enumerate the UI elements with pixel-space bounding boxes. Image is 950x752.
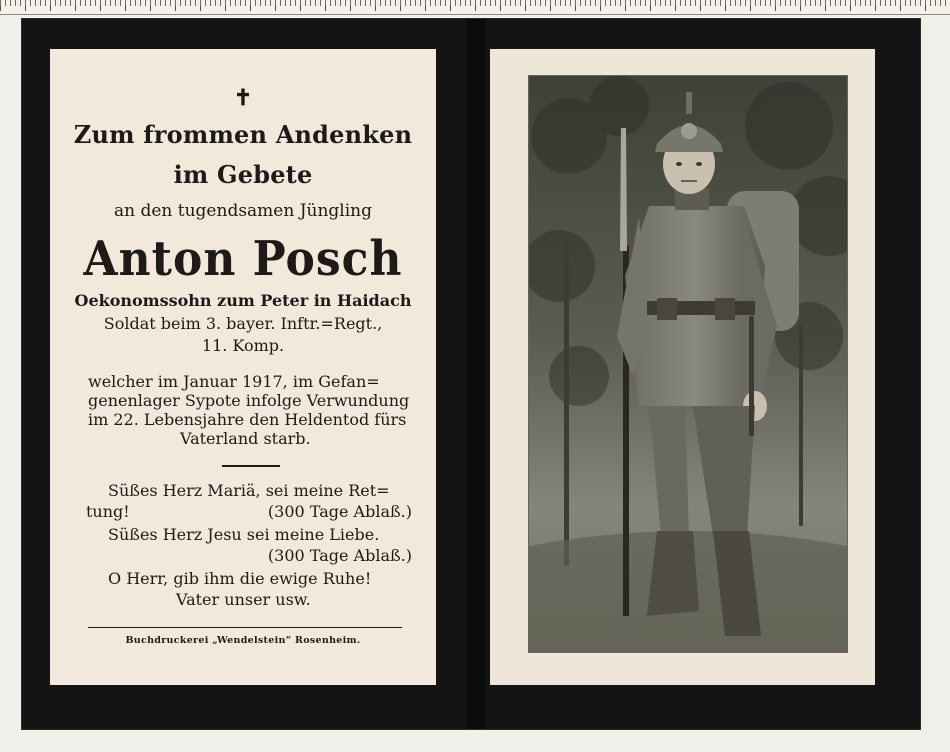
death-line-2: genenlager Sypote infolge Verwundung xyxy=(88,391,410,410)
death-line-1: welcher im Januar 1917, im Gefan= xyxy=(88,372,380,391)
prayer-1-line-2: tung! xyxy=(86,502,130,521)
intro-text: an den tugendsamen Jüngling xyxy=(113,201,373,221)
prayer-2-indulgence: (300 Tage Ablaß.) xyxy=(267,546,412,565)
cross-icon: ✝ xyxy=(233,85,253,111)
text-panel xyxy=(50,49,436,685)
heading-line-1: Zum frommen Andenken xyxy=(73,120,413,149)
origin-text: Oekonomssohn zum Peter in Haidach xyxy=(74,291,412,310)
prayer-2-line-1: Süßes Herz Jesu sei meine Liebe. xyxy=(108,525,380,544)
prayer-3-line-1: O Herr, gib ihm die ewige Ruhe! xyxy=(108,569,372,588)
prayer-1-indulgence: (300 Tage Ablaß.) xyxy=(267,502,412,521)
death-line-4: Vaterland starb. xyxy=(180,429,311,448)
card-fold xyxy=(466,19,486,729)
heading-line-2: im Gebete xyxy=(173,160,313,189)
rank-line-2: 11. Komp. xyxy=(201,336,285,355)
memorial-card xyxy=(22,19,920,729)
prayer-3-line-2: Vater unser usw. xyxy=(176,590,311,609)
deceased-name: Anton Posch xyxy=(83,231,403,287)
soldier-photo xyxy=(528,75,848,653)
divider xyxy=(222,465,280,467)
rank-line-1: Soldat beim 3. bayer. Inftr.=Regt., xyxy=(103,314,383,333)
printer-imprint: Buchdruckerei „Wendelstein“ Rosenheim. xyxy=(125,635,361,646)
prayer-1-line-1: Süßes Herz Mariä, sei meine Ret= xyxy=(108,481,390,500)
footer-rule xyxy=(88,627,402,628)
photo-panel xyxy=(490,49,875,685)
measuring-ruler xyxy=(0,0,950,15)
death-line-3: im 22. Lebensjahre den Heldentod fürs xyxy=(88,410,407,429)
